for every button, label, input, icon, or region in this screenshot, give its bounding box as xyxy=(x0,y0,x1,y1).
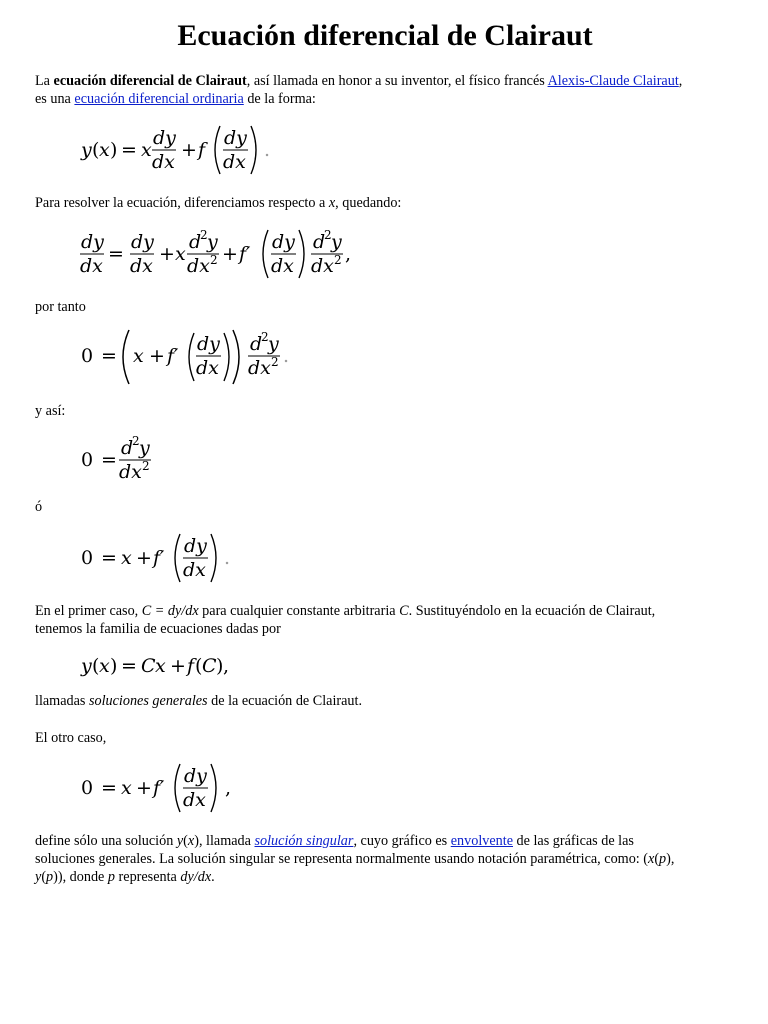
text: ), xyxy=(666,851,675,867)
text: ( xyxy=(654,851,660,867)
text: . xyxy=(211,869,215,885)
inline-math: dy/dx xyxy=(180,869,212,885)
link-text: solución singular xyxy=(254,833,354,849)
svg-text:C: C xyxy=(202,655,217,677)
svg-text:.: . xyxy=(283,345,290,367)
paragraph-solucion-singular xyxy=(35,832,735,886)
emphasis: soluciones generales xyxy=(88,693,208,709)
svg-text:y: y xyxy=(81,655,92,677)
text: )), donde xyxy=(53,869,108,885)
svg-text:dy: dy xyxy=(153,127,176,149)
svg-text:0: 0 xyxy=(81,449,94,471)
text: soluciones generales. La solución singular se representa normalmente usando notación paramétrica, como: ( xyxy=(35,851,648,867)
link-envolvente[interactable]: envolvente xyxy=(450,833,513,849)
svg-text:f′: f′ xyxy=(153,777,165,799)
svg-text:dy: dy xyxy=(131,231,154,253)
var-x: x xyxy=(328,195,336,211)
intro-paragraph xyxy=(35,72,735,108)
svg-text:f′: f′ xyxy=(153,547,165,569)
svg-text:+: + xyxy=(149,345,165,367)
equation-x-plus-fprime xyxy=(81,530,261,586)
svg-text:2: 2 xyxy=(324,228,332,242)
svg-text:.: . xyxy=(224,547,231,569)
svg-text:d: d xyxy=(189,231,202,253)
svg-text:2: 2 xyxy=(132,434,140,448)
equation-clairaut xyxy=(81,122,341,178)
inline-math: x xyxy=(648,851,655,867)
text: es una xyxy=(35,91,75,107)
svg-text:dx: dx xyxy=(80,255,103,277)
inline-math: C xyxy=(399,603,409,619)
svg-text:dy: dy xyxy=(197,333,220,355)
equation-derivative xyxy=(81,226,381,282)
text: En el primer caso, xyxy=(35,603,142,619)
svg-text:+: + xyxy=(136,547,152,569)
svg-text:f′: f′ xyxy=(167,345,179,367)
link-solucion-singular[interactable] xyxy=(255,833,354,849)
svg-text:d: d xyxy=(313,231,326,253)
svg-text:y: y xyxy=(81,139,92,161)
svg-text:+: + xyxy=(136,777,152,799)
inline-math: p xyxy=(659,851,667,867)
svg-text:(: ( xyxy=(92,655,100,677)
paragraph-por-tanto: por tanto xyxy=(35,299,86,315)
text: ( xyxy=(183,833,188,849)
page-title: Ecuación diferencial de Clairaut xyxy=(177,19,593,52)
text: . Sustituyéndolo en la ecuación de Clairaut, xyxy=(408,603,656,619)
text: , así llamada en honor a su inventor, el físico francés xyxy=(246,73,548,89)
text: ( xyxy=(41,869,47,885)
paragraph-soluciones-generales xyxy=(35,692,735,710)
paragraph-differentiate xyxy=(35,194,735,212)
equation-second-derivative-zero xyxy=(81,432,201,488)
inline-math: y xyxy=(176,833,184,849)
svg-text:x: x xyxy=(121,547,132,569)
text: representa xyxy=(115,869,181,885)
svg-text:x: x xyxy=(155,655,166,677)
svg-text:dx: dx xyxy=(187,255,210,277)
inline-math: y xyxy=(35,869,42,885)
svg-text:+: + xyxy=(222,243,238,265)
svg-text:dx: dx xyxy=(183,789,206,811)
svg-text:=: = xyxy=(101,547,117,569)
inline-math: C = dy/dx xyxy=(141,603,199,619)
svg-text:.: . xyxy=(264,139,271,161)
svg-text:=: = xyxy=(101,449,117,471)
svg-text:dx: dx xyxy=(183,559,206,581)
term-bold: ecuación diferencial de Clairaut xyxy=(53,73,247,89)
svg-text:dx: dx xyxy=(196,357,219,379)
text: define sólo una solución xyxy=(35,833,177,849)
svg-text:0: 0 xyxy=(81,345,94,367)
svg-text:C: C xyxy=(141,655,156,677)
svg-text:x: x xyxy=(175,243,186,265)
svg-text:y: y xyxy=(331,231,342,253)
svg-text:0: 0 xyxy=(81,547,94,569)
svg-text:x: x xyxy=(99,139,110,161)
svg-text:2: 2 xyxy=(261,330,269,344)
svg-text:x: x xyxy=(141,139,152,161)
svg-text:x: x xyxy=(121,777,132,799)
svg-text:2: 2 xyxy=(200,228,208,242)
equation-factored xyxy=(81,326,311,388)
svg-text:dy: dy xyxy=(184,535,207,557)
svg-text:dx: dx xyxy=(130,255,153,277)
svg-text:dy: dy xyxy=(81,231,104,253)
svg-text:2: 2 xyxy=(142,459,150,473)
svg-text:=: = xyxy=(121,655,137,677)
svg-text:x: x xyxy=(99,655,110,677)
text: Para resolver la ecuación, diferenciamos respecto a xyxy=(35,195,329,211)
text: tenemos la familia de ecuaciones dadas por xyxy=(35,621,281,637)
svg-text:2: 2 xyxy=(210,253,218,267)
text: , xyxy=(678,73,683,89)
link-ode[interactable]: ecuación diferencial ordinaria xyxy=(74,91,244,107)
svg-text:d: d xyxy=(250,333,263,355)
svg-text:): ) xyxy=(110,655,118,677)
svg-text:dx: dx xyxy=(248,357,271,379)
svg-text:f: f xyxy=(198,139,206,161)
svg-text:dy: dy xyxy=(224,127,247,149)
svg-text:dy: dy xyxy=(184,765,207,787)
text: , cuyo gráfico es xyxy=(353,833,451,849)
svg-text:d: d xyxy=(121,437,134,459)
svg-text:): ) xyxy=(216,655,224,677)
svg-text:dy: dy xyxy=(272,231,295,253)
text: llamadas xyxy=(35,693,89,709)
paragraph-otro-caso: El otro caso, xyxy=(35,730,107,746)
svg-text:dx: dx xyxy=(223,151,246,173)
inline-math: p xyxy=(46,869,54,885)
svg-text:y: y xyxy=(268,333,279,355)
paragraph-y-asi: y así: xyxy=(35,403,66,419)
equation-singular-condition xyxy=(81,760,281,816)
svg-text:(: ( xyxy=(195,655,203,677)
equation-general-solution xyxy=(81,648,281,684)
paragraph-primer-caso xyxy=(35,602,735,638)
text: de la forma: xyxy=(243,91,316,107)
svg-text:=: = xyxy=(101,345,117,367)
text: de la ecuación de Clairaut. xyxy=(207,693,363,709)
text: La xyxy=(35,73,54,89)
svg-text:): ) xyxy=(110,139,118,161)
svg-text:=: = xyxy=(101,777,117,799)
svg-text:y: y xyxy=(207,231,218,253)
svg-text:+: + xyxy=(181,139,197,161)
svg-text:0: 0 xyxy=(81,777,94,799)
svg-text:f′: f′ xyxy=(239,243,251,265)
svg-text:dx: dx xyxy=(271,255,294,277)
svg-text:y: y xyxy=(139,437,150,459)
svg-text:=: = xyxy=(108,243,124,265)
text: , quedando: xyxy=(335,195,402,211)
svg-text:(: ( xyxy=(92,139,100,161)
svg-text:2: 2 xyxy=(271,355,279,369)
svg-text:2: 2 xyxy=(334,253,342,267)
svg-text:x: x xyxy=(133,345,144,367)
text: de las gráficas de las xyxy=(513,833,634,849)
svg-text:dx: dx xyxy=(311,255,334,277)
inline-math: x xyxy=(187,833,195,849)
svg-text:+: + xyxy=(159,243,175,265)
svg-text:+: + xyxy=(170,655,186,677)
svg-text:=: = xyxy=(121,139,137,161)
svg-text:dx: dx xyxy=(119,461,142,483)
svg-text:,: , xyxy=(223,655,230,677)
svg-text:dx: dx xyxy=(152,151,175,173)
link-alexis-clairaut[interactable]: Alexis-Claude Clairaut xyxy=(547,73,679,89)
svg-text:,: , xyxy=(225,777,232,799)
text: ), llamada xyxy=(194,833,255,849)
text: para cualquier constante arbitraria xyxy=(198,603,400,619)
svg-text:,: , xyxy=(345,243,352,265)
paragraph-o: ó xyxy=(35,499,43,515)
svg-text:f: f xyxy=(187,655,195,677)
inline-math: p xyxy=(107,869,115,885)
